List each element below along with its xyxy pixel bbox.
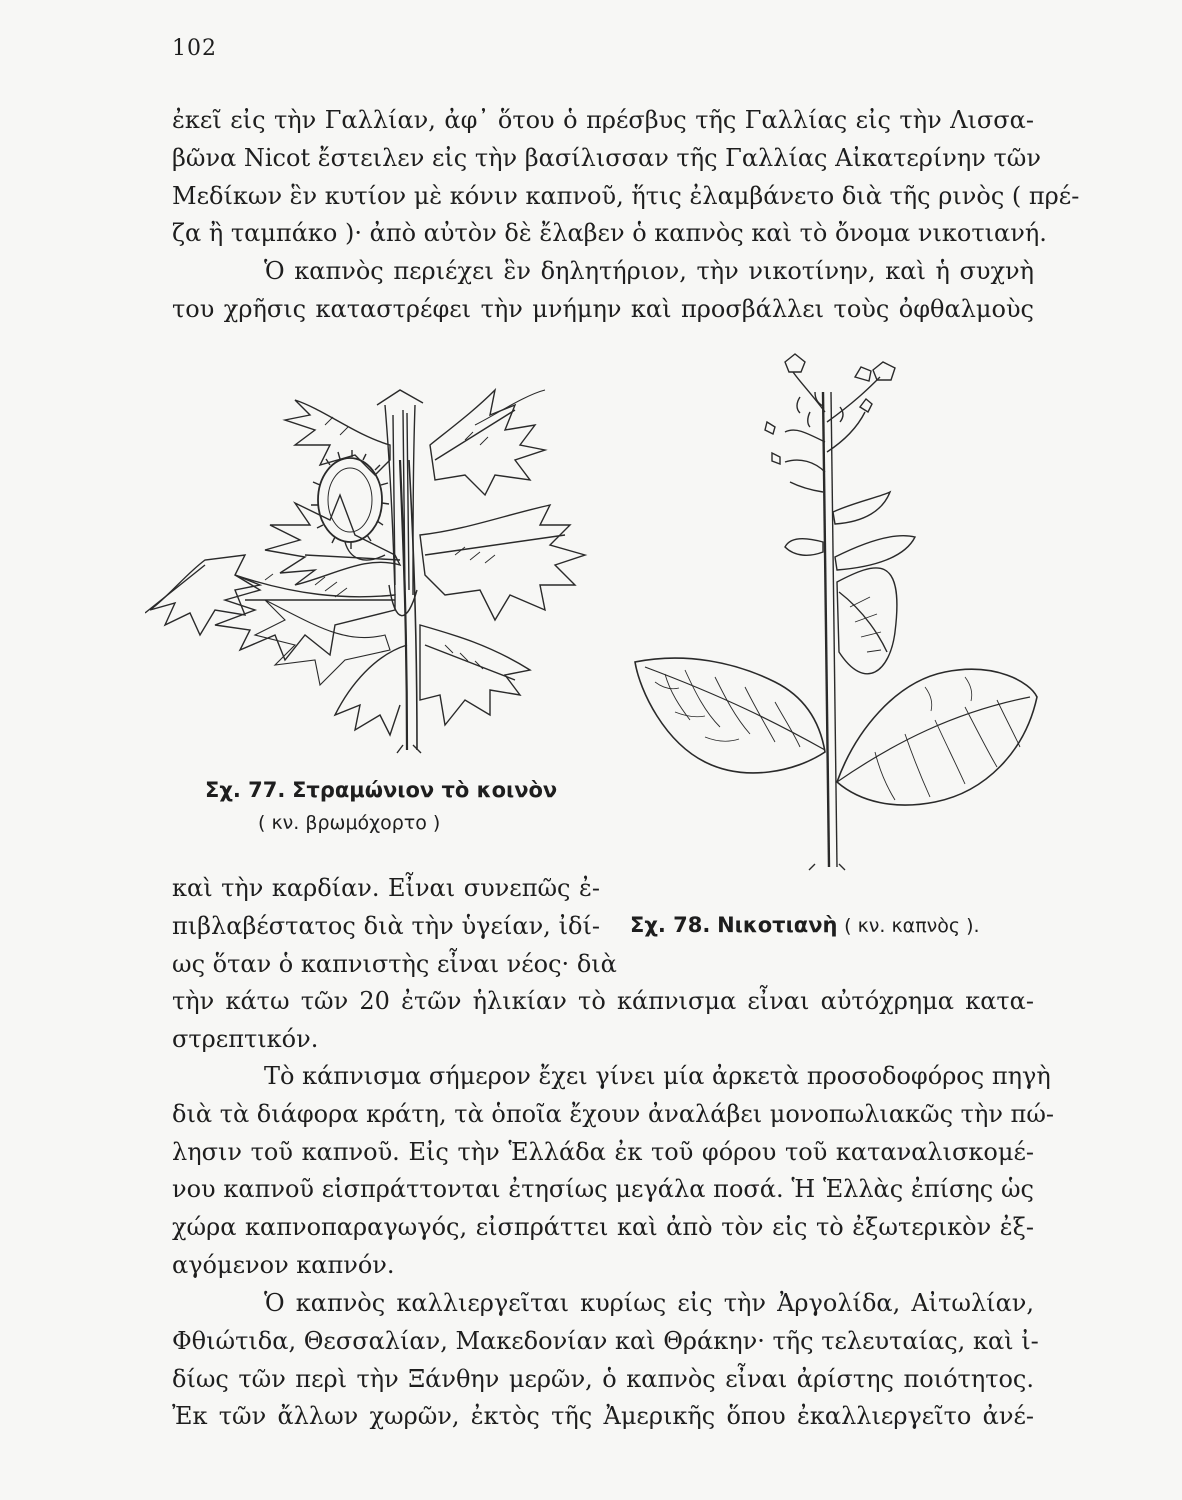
figure-77-common-name: ( κν. βρωμόχορτο ): [258, 812, 441, 834]
text-line: Ὁ καπνὸς καλλιεργεῖται κυρίως εἰς τὴν Ἀργολίδα, Αἰτωλίαν,: [264, 1289, 1034, 1317]
figure-78-common-name: ( κν. καπνὸς ).: [844, 915, 980, 937]
text-line: βῶνα Nicot ἔστειλεν εἰς τὴν βασίλισσαν τῆς Γαλλίας Αἰκατερίνην τῶν: [172, 143, 1041, 172]
text-line: Ἐκ τῶν ἄλλων χωρῶν, ἐκτὸς τῆς Ἀμερικῆς ὅπου ἐκαλλιεργεῖτο ἀνέ-: [172, 1402, 1034, 1431]
paragraph-harm-full: [172, 983, 1034, 1059]
figure-77-caption: [205, 778, 557, 802]
paragraph-cultivation: [172, 1285, 1039, 1436]
text-line: αγόμενον καπνόν.: [172, 1250, 395, 1279]
text-line: πιβλαβέστατος διὰ τὴν ὑγείαν, ἰδί-: [172, 911, 600, 940]
text-line: χώρα καπνοπαραγωγός, εἰσπράττει καὶ ἀπὸ τὸν εἰς τὸ ἐξωτερικὸν ἐξ-: [172, 1213, 1034, 1242]
figure-78-title: Νικοτιανὴ: [717, 913, 838, 937]
page-number: 102: [172, 36, 217, 61]
figure-77-title: Στραμώνιον τὸ κοινὸν: [292, 778, 558, 802]
text-line: Μεδίκων ἓν κυτίον μὲ κόνιν καπνοῦ, ἥτις ἐλαμβάνετο διὰ τῆς ρινὸς ( πρέ-: [172, 181, 1080, 210]
text-line: στρεπτικόν.: [172, 1024, 319, 1053]
text-line: δίως τῶν περὶ τὴν Ξάνθην μερῶν, ὁ καπνὸς εἶναι ἀρίστης ποιότητος.: [172, 1364, 1034, 1393]
text-line: Τὸ κάπνισμα σήμερον ἔχει γίνει μία ἀρκετὰ προσοδοφόρος πηγὴ: [264, 1062, 1051, 1090]
text-line: καὶ τὴν καρδίαν. Εἶναι συνεπῶς ἐ-: [172, 874, 600, 902]
paragraph-nicotine: [172, 253, 1034, 329]
stramonium-plant-illustration-icon: [145, 385, 615, 755]
text-line: νου καπνοῦ εἰσπράττονται ἐτησίως μεγάλα ποσά. Ἡ Ἑλλὰς ἐπίσης ὡς: [172, 1175, 1034, 1204]
text-line: ως ὅταν ὁ καπνιστὴς εἶναι νέος· διὰ: [172, 949, 617, 978]
text-line: λησιν τοῦ καπνοῦ. Εἰς τὴν Ἑλλάδα ἐκ τοῦ φόρου τοῦ καταναλισκομέ-: [172, 1137, 1034, 1166]
paragraph-harm-narrow: [172, 870, 617, 983]
text-line: Φθιώτιδα, Θεσσαλίαν, Μακεδονίαν καὶ Θράκην· τῆς τελευταίας, καὶ ἰ-: [172, 1326, 1039, 1355]
text-line: Ὁ καπνὸς περιέχει ἓν δηλητήριον, τὴν νικοτίνην, καὶ ἡ συχνὴ: [264, 257, 1034, 285]
text-line: ζα ἢ ταμπάκο )· ἀπὸ αὐτὸν δὲ ἔλαβεν ὁ καπνὸς καὶ τὸ ὄνομα νικοτιανή.: [172, 219, 1047, 248]
text-line: τὴν κάτω τῶν 20 ἐτῶν ἡλικίαν τὸ κάπνισμα εἶναι αὐτόχρημα κατα-: [172, 987, 1034, 1015]
figure-78-number: Σχ. 78.: [630, 913, 711, 937]
figure-77-number: Σχ. 77.: [205, 778, 286, 802]
paragraph-revenue: [172, 1058, 1055, 1285]
tobacco-plant-illustration-icon: [625, 352, 1045, 872]
paragraph-origin: [172, 102, 1080, 253]
text-line: διὰ τὰ διάφορα κράτη, τὰ ὁποῖα ἔχουν ἀναλάβει μονοπωλιακῶς τὴν πώ-: [172, 1099, 1055, 1128]
text-line: του χρῆσις καταστρέφει τὴν μνήμην καὶ προσβάλλει τοὺς ὀφθαλμοὺς: [172, 294, 1034, 323]
figure-78-caption: [630, 913, 980, 937]
text-line: ἐκεῖ εἰς τὴν Γαλλίαν, ἀφ᾽ ὅτου ὁ πρέσβυς τῆς Γαλλίας εἰς τὴν Λισσα-: [172, 106, 1034, 134]
